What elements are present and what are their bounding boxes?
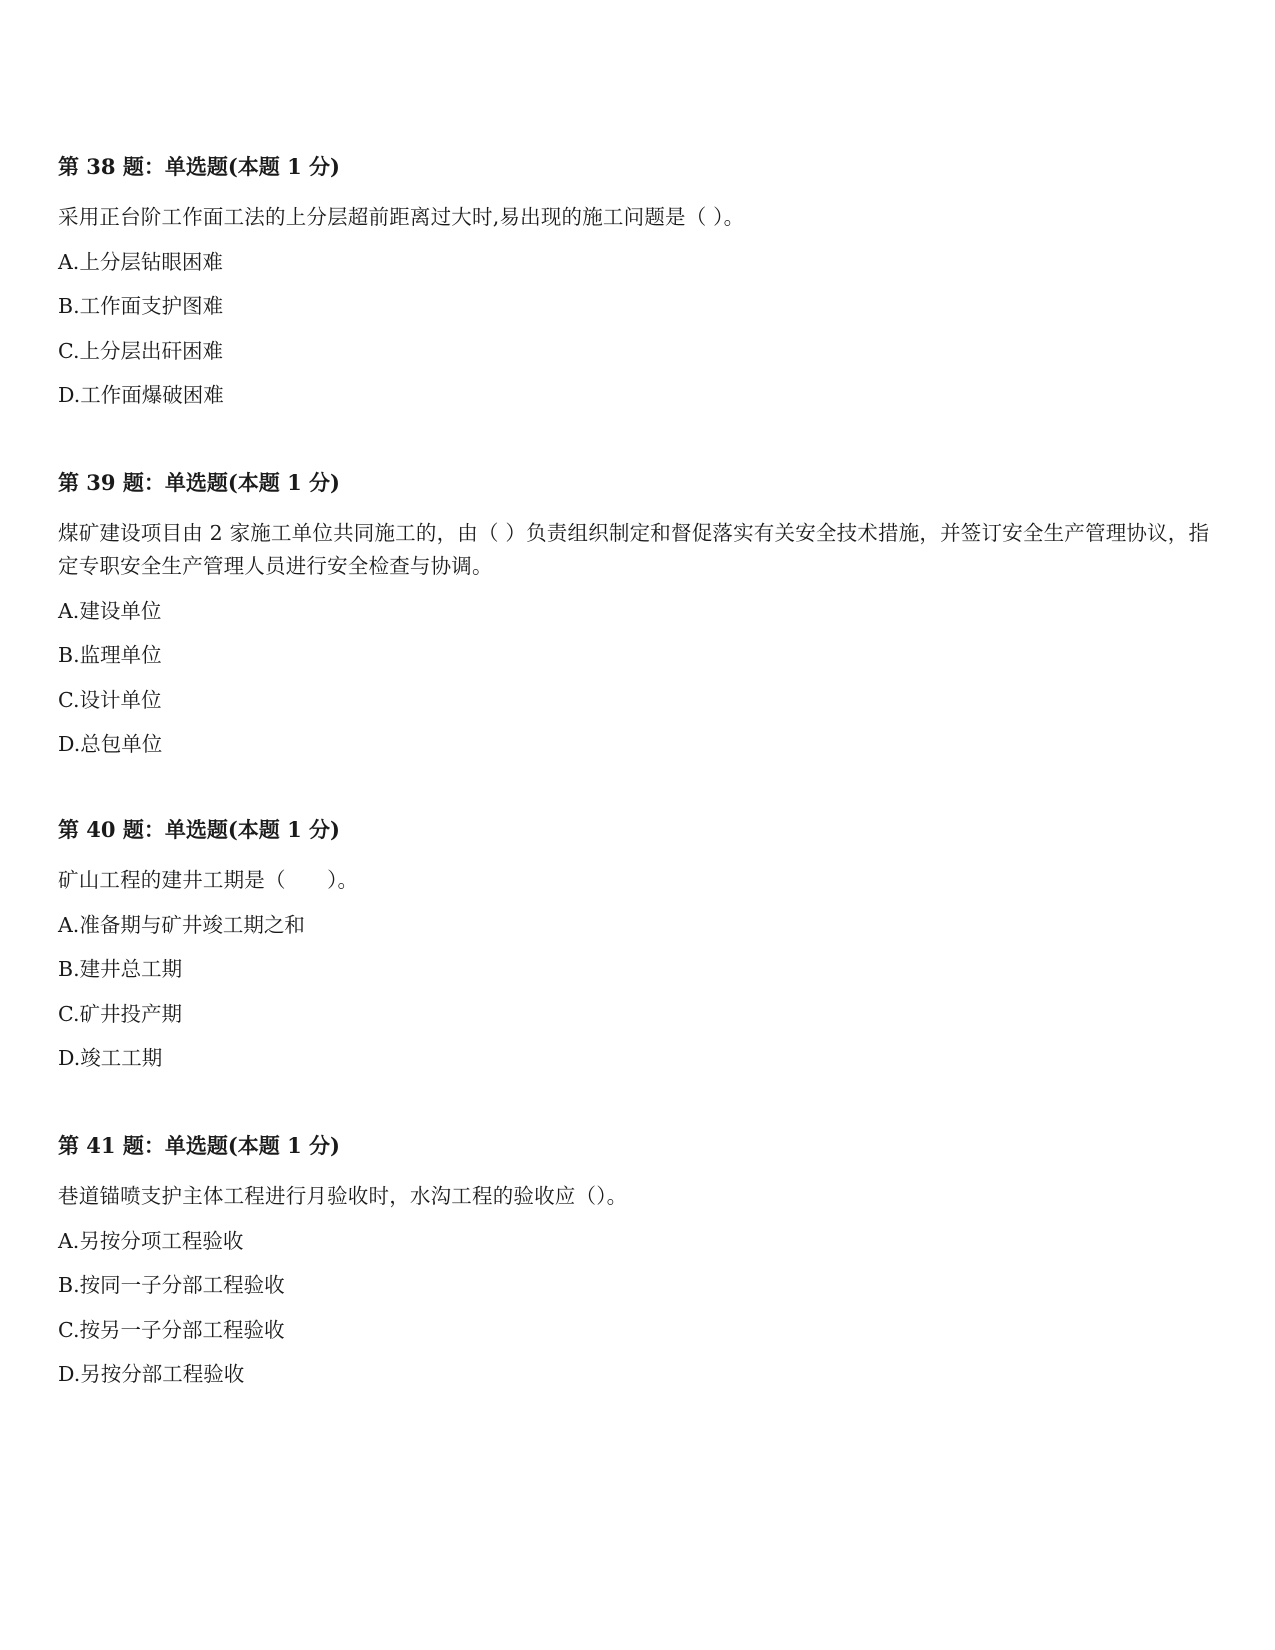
- question-stem: 巷道锚喷支护主体工程进行月验收时，水沟工程的验收应（）。: [58, 1184, 628, 1208]
- question-39: [58, 468, 1218, 761]
- question-title: 第 39 题：单选题(本题 1 分): [58, 470, 340, 495]
- option-d: D.工作面爆破困难: [58, 383, 224, 407]
- option-d: D.竣工工期: [58, 1046, 163, 1070]
- question-title: 第 41 题：单选题(本题 1 分): [58, 1133, 340, 1158]
- question-41: [58, 1131, 1218, 1391]
- option-b: B.建井总工期: [58, 957, 183, 981]
- option-b: B.按同一子分部工程验收: [58, 1273, 285, 1297]
- option-a: A.另按分项工程验收: [58, 1228, 244, 1253]
- option-c: C.矿井投产期: [58, 1001, 182, 1026]
- question-title: 第 40 题：单选题(本题 1 分): [58, 817, 340, 842]
- option-a: A.建设单位: [58, 598, 162, 623]
- question-stem: 采用正台阶工作面工法的上分层超前距离过大时,易出现的施工问题是（ ）。: [58, 205, 745, 229]
- option-c: C.上分层出矸困难: [58, 338, 223, 363]
- option-c: C.按另一子分部工程验收: [58, 1317, 285, 1342]
- option-d: D.另按分部工程验收: [58, 1362, 245, 1386]
- option-d: D.总包单位: [58, 732, 163, 756]
- question-title: 第 38 题：单选题(本题 1 分): [58, 154, 340, 179]
- question-stem: 煤矿建设项目由 2 家施工单位共同施工的，由（ ）负责组织制定和督促落实有关安全技术措施，并签订安全生产管理协议，指定专职安全生产管理人员进行安全检查与协调。: [58, 521, 1210, 578]
- option-c: C.设计单位: [58, 687, 162, 712]
- question-38: [58, 152, 1218, 412]
- option-b: B.监理单位: [58, 643, 162, 667]
- option-a: A.上分层钻眼困难: [58, 249, 223, 274]
- option-b: B.工作面支护图难: [58, 294, 224, 318]
- option-a: A.准备期与矿井竣工期之和: [58, 912, 305, 937]
- question-40: [58, 815, 1218, 1075]
- question-stem: 矿山工程的建井工期是（ ）。: [58, 868, 359, 892]
